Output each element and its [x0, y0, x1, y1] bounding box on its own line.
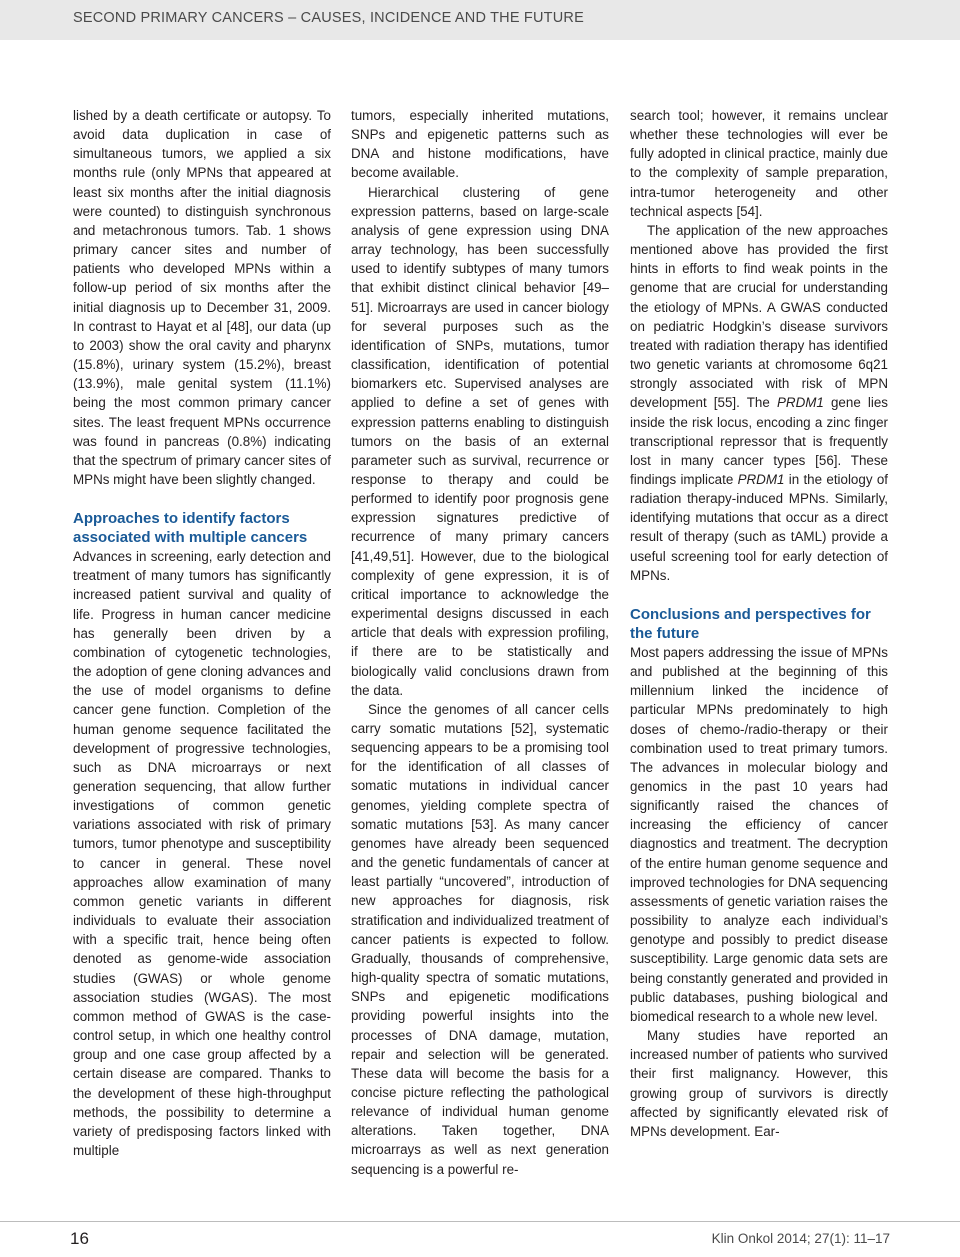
text-span: The application of the new approaches mentioned above has provided the first hints in efforts to find weak points in the genome that are crucial for understanding the etiology of MPNs. A GWAS conducted on pediatric Hodgkin’s disease survivors treated with radiation therapy has identified two genetic variants at chromosome 6q21 strongly associated with risk of MPN development [55]. The [630, 222, 888, 411]
section-heading-conclusions: Conclusions and perspectives for the future [630, 605, 871, 642]
paragraph-gwas-prdm1 [630, 221, 888, 585]
column-right [630, 106, 888, 1141]
column-left [73, 106, 331, 1160]
paragraph-hierarchical-clustering: Hierarchical clustering of gene expression patterns, based on large-scale analysis of gene expression using DNA array technology, has been successfully used to identify subtypes of many tumors that exhibit distinct clinical behavior [49–51]. Microarrays are used in cancer biology for several purposes such as the identification of SNPs, mutations, tumor classification, identification of potential biomarkers etc. Supervised analyses are applied to define a set of genes with expression patterns enabling to distinguish tumors on the basis of an external parameter such as survival, recurrence or response to therapy and could be performed to identify poor prognosis gene expression signatures predictive of recurrence of many primary cancers [41,49,51]. However, due to the biological complexity of gene expression, it is of critical importance to acknowledge the experimental designs discussed in each article that deals with expression profiling, if there are to be statistically and biologically valid conclusions drawn from the data. [351, 184, 609, 698]
paragraph-research-tool: search tool; however, it remains unclear whether these technologies will ever be fully adopted in clinical practice, mainly due to the complexity of sample preparation, intra-tumor heterogeneity and other technical aspects [54]. [630, 108, 888, 219]
gene-name-prdm1: PRDM1 [737, 471, 785, 487]
running-title: SECOND PRIMARY CANCERS – CAUSES, INCIDENCE AND THE FUTURE [73, 10, 584, 26]
paragraph-survivors: Many studies have reported an increased number of patients who survived their first malignancy. However, this growing group of survivors is directly affected by significantly elevated risk of MPNs development. Ear- [630, 1028, 888, 1139]
footer-divider [0, 1221, 960, 1222]
section-heading-approaches: Approaches to identify factors associated with multiple cancers [73, 510, 308, 547]
paragraph-methods-continued: lished by a death certificate or autopsy. To avoid data duplication in case of simultaneous tumors, we applied a six months rule (only MPNs that appeared at least six months after the initial diagnosis were counted) to distinguish synchronous and metachronous tumors. Tab. 1 shows primary cancer sites and number of patients who developed MPNs within a follow-up period of six months after the initial diagnosis up to December 31, 2009. In contrast to Hayat et al [48], our data (up to 2003) show the oral cavity and pharynx (15.8%), urinary system (15.2%), breast (13.9%), male genital system (11.1%) being the most common primary cancer sites. The least frequent MPNs occurrence was found in pancreas (0.8%) indicating that the spectrum of primary cancer sites of MPNs might have been slightly changed. [73, 108, 331, 487]
paragraph-somatic-mutations: Since the genomes of all cancer cells carry somatic mutations [52], systematic sequencing appears to be a promising tool for the identification of all classes of somatic mutations in individual cancer genomes, yielding complete spectra of somatic mutations [53]. As many cancer genomes have already been sequenced and the genetic fundamentals of cancer at least partially “uncovered”, introduction of new approaches for diagnosis, risk stratification and individualized treatment of cancer patients is expected to follow. Gradually, thousands of comprehensive, high-quality spectra of somatic mutations, SNPs and epigenetic modifications providing powerful insights into the processes of DNA damage, mutation, repair and selection will be generated. These data will become the basis for a concise picture reflecting the pathological relevance of individual human genome alterations. Taken together, DNA microarrays as well as next generation sequencing is a powerful re- [351, 701, 609, 1177]
journal-citation: Klin Onkol 2014; 27(1): 11–17 [711, 1231, 890, 1246]
paragraph-inherited-mutations: tumors, especially inherited mutations, SNPs and epigenetic patterns such as DNA and histone modifications, have become available. [351, 108, 609, 181]
text-span: gene lies inside the risk locus, encoding a zinc finger transcriptional repressor that is frequently lost in many cancer types [56]. These findings implicate [630, 395, 888, 487]
page-number: 16 [70, 1229, 89, 1248]
running-header [0, 0, 960, 40]
paragraph-approaches: Advances in screening, early detection and treatment of many tumors has significantly increased patient survival and quality of life. Progress in human cancer medicine has generally been driven by a combination of cytogenetic technologies, the adoption of gene cloning advances and the use of model organisms to define cancer gene function. Completion of the human genome sequence facilitated the development of progressive technologies, such as DNA microarrays or next generation sequencing, that allow further investigations of common genetic variations associated with risk of primary tumors, tumor phenotype and susceptibility to cancer in general. These novel approaches allow examination of many common genetic variants in different individuals to evaluate their association with a specific trait, hence being often denoted as genome-wide association studies (GWAS) or whole genome association studies (WGAS). The most common method of GWAS is the case-control setup, in which one healthy control group and one case group affected by a certain disease are compared. Thanks to the development of these high-throughput methods, the possibility to determine a variety of predisposing factors linked with multiple [73, 549, 331, 1158]
column-middle [351, 106, 609, 1179]
text-span: in the etiology of radiation therapy-induced MPNs. Similarly, identifying mutations that occur as a direct result of therapy (such as tAML) provide a useful screening tool for early detection of MPNs. [630, 471, 888, 583]
paragraph-conclusions: Most papers addressing the issue of MPNs and published at the beginning of this millennium linked the incidence of particular MPNs predominately to high doses of chemo-/radio-therapy or their combination used to treat primary tumors. The advances in molecular biology and genomics in the past 10 years had significantly raised the chances of increasing the efficiency of cancer diagnostics and treatment. The decryption of the entire human genome sequence and improved technologies for DNA sequencing assessments of genetic variation raises the possibility to analyze each individual’s genotype and possibly to predict disease susceptibility. Large genomic data sets are being constantly generated and provided in public databases, pushing biological and biomedical research to a whole new level. [630, 644, 888, 1024]
gene-name-prdm1: PRDM1 [776, 395, 824, 411]
